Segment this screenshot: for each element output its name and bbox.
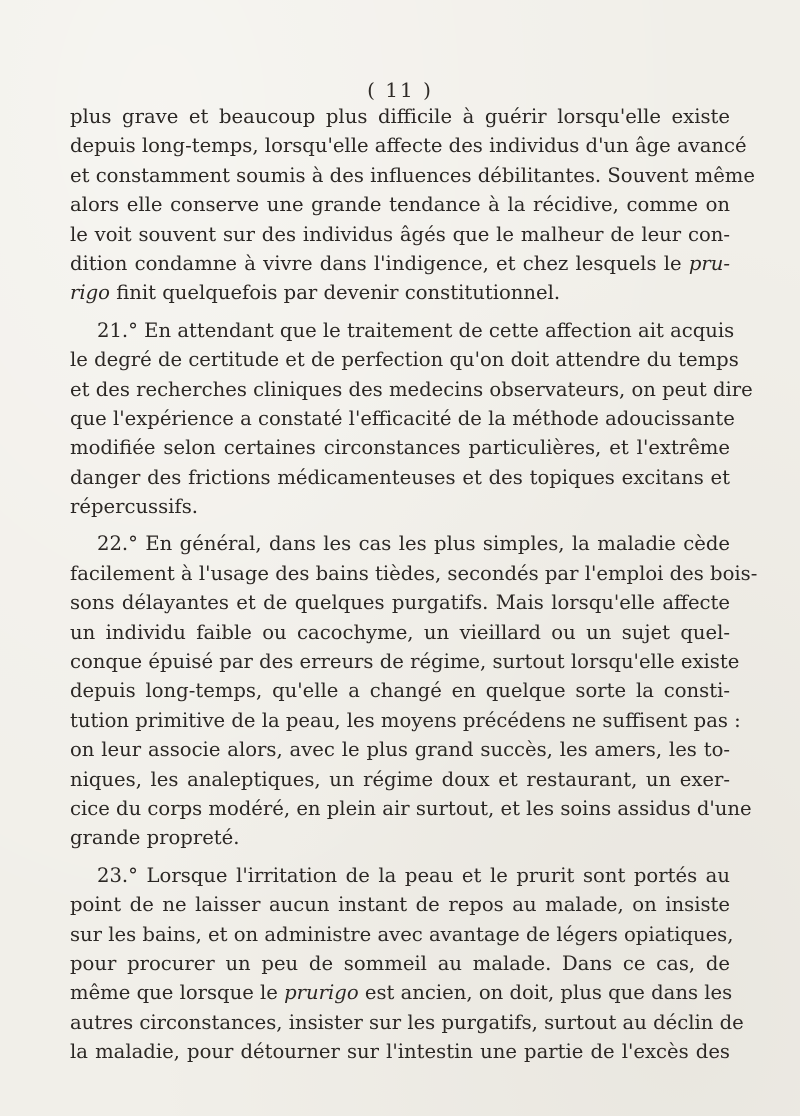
text-line: autres circonstances, insister sur les purgatifs, surtout au déclin de — [70, 1010, 744, 1034]
paragraph-21 — [70, 316, 753, 522]
italic-term: pru- — [688, 251, 730, 275]
text-line: facilement à l'usage des bains tièdes, secondés par l'emploi des bois- — [70, 561, 758, 585]
text-line: et des recherches cliniques des medecins observateurs, on peut dire — [70, 377, 753, 401]
text-line: grande propreté. — [70, 826, 240, 850]
text-line: depuis long-temps, lorsqu'elle affecte des individus d'un âge avancé — [70, 134, 747, 158]
text-line: modifiée selon certaines circonstances particulières, et l'extrême — [70, 436, 730, 460]
paragraph-23 — [70, 861, 744, 1067]
text-line: répercussifs. — [70, 495, 198, 519]
italic-term: prurigo — [284, 981, 359, 1005]
text-line: 22.° En général, dans les cas les plus simples, la maladie cède — [97, 532, 730, 556]
text-line: sons délayantes et de quelques purgatifs. Mais lorsqu'elle affecte — [70, 591, 730, 615]
text-line: plus grave et beaucoup plus difficile à guérir lorsqu'elle existe — [70, 105, 730, 128]
text-line: le voit souvent sur des individus âgés que le malheur de leur con- — [70, 222, 730, 246]
paragraph-continuation — [70, 102, 755, 308]
text-line: rigo finit quelquefois par devenir constitutionnel. — [70, 281, 561, 305]
paragraph-22 — [70, 529, 758, 852]
text-line: niques, les analeptiques, un régime doux et restaurant, un exer- — [70, 767, 730, 791]
text-line: tution primitive de la peau, les moyens précédens ne suffisent pas : — [70, 708, 741, 732]
text-line: point de ne laisser aucun instant de repos au malade, on insiste — [70, 893, 730, 917]
text-line: 21.° En attendant que le traitement de cette affection ait acquis — [97, 318, 735, 342]
text-line: pour procurer un peu de sommeil au malade. Dans ce cas, de — [70, 951, 730, 975]
body-text — [70, 102, 758, 1067]
text-line: la maladie, pour détourner sur l'intestin une partie de l'excès des — [70, 1040, 730, 1064]
page-number: ( 11 ) — [367, 78, 433, 102]
text-line: alors elle conserve une grande tendance à la récidive, comme on — [70, 193, 730, 217]
text-line: on leur associe alors, avec le plus grand succès, les amers, les to- — [70, 738, 730, 762]
text-line: danger des frictions médicamenteuses et des topiques excitans et — [70, 465, 730, 489]
italic-term: rigo — [70, 281, 110, 305]
text-line: 23.° Lorsque l'irritation de la peau et le prurit sont portés au — [97, 863, 730, 887]
text-line: même que lorsque le prurigo est ancien, on doit, plus que dans les — [70, 981, 733, 1005]
text-line: dition condamne à vivre dans l'indigence, et chez lesquels le pru- — [70, 251, 730, 275]
text-line: depuis long-temps, qu'elle a changé en quelque sorte la consti- — [70, 679, 730, 703]
text-line: et constamment soumis à des influences débilitantes. Souvent même — [70, 163, 755, 187]
text-line: un individu faible ou cacochyme, un vieillard ou un sujet quel- — [70, 620, 730, 644]
text-line: sur les bains, et on administre avec avantage de légers opiatiques, — [70, 922, 734, 946]
text-line: que l'expérience a constaté l'efficacité de la méthode adoucissante — [70, 406, 735, 430]
text-line: cice du corps modéré, en plein air surtout, et les soins assidus d'une — [70, 796, 752, 820]
text-line: conque épuisé par des erreurs de régime, surtout lorsqu'elle existe — [70, 650, 740, 674]
text-line: le degré de certitude et de perfection qu'on doit attendre du temps — [70, 348, 739, 372]
